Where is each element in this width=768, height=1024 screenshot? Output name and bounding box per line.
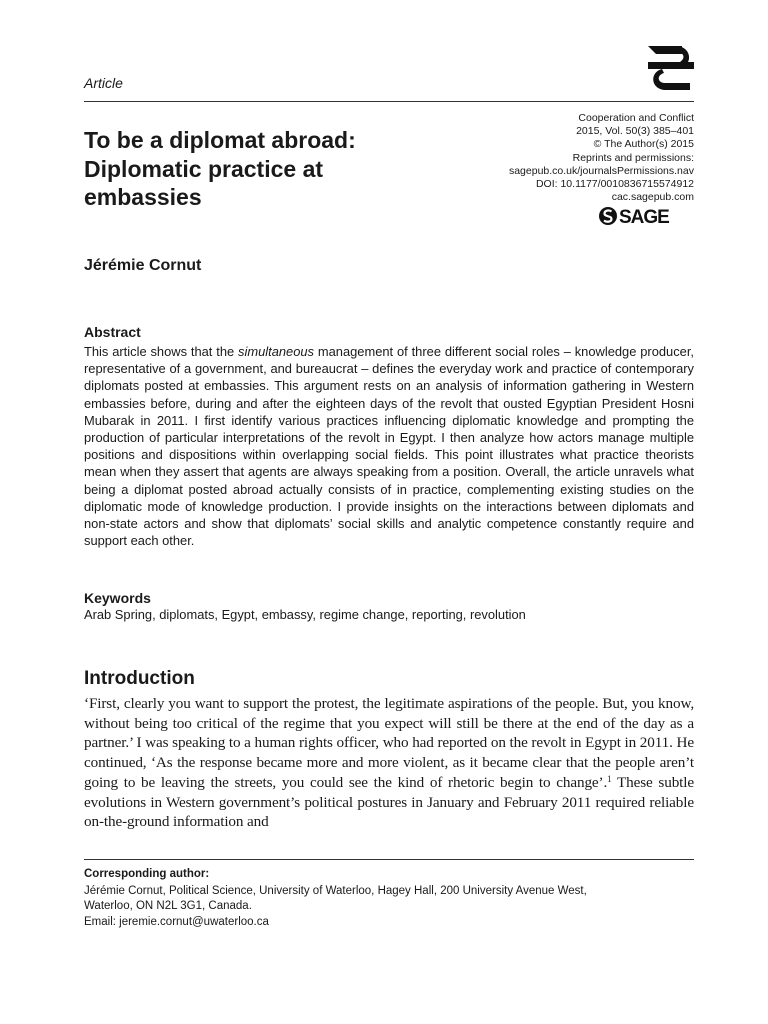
footer-rule [84, 859, 694, 860]
footnote-marker[interactable]: 1 [607, 773, 612, 784]
intro-text-part: These subtle evolutions in Western government’s political postures in January and February 2011 required reliable on-the-ground information and [84, 773, 694, 831]
abstract-text-part: management of three different social roles – knowledge producer, representative of a government, and bureaucrat – defines the everyday work and practice of contemporary diplomats posted at embassies. This argument rests on an analysis of information gathering in Western embassies before, during and after the eighteen days of the revolt that ousted Egyptian President Hosni Mubarak in 2011. I first identify various practices influencing diplomatic knowledge and prompting the production of particular interpretations of the revolt in Egypt. I then analyze how actors manage multiple positions and dispositions within overlapping social fields. This point illustrates what practice theorists mean when they assert that agents are always speaking from a position. Overall, the article unravels what being a diplomat posted abroad actually consists of in practice, complementing existing studies on the diplomatic mode of knowledge production. I provide insights on the interactions between diplomats and non-state actors and show that diplomats’ social skills and analytic competence constantly require and support each other. [84, 344, 694, 549]
title-line: To be a diplomat abroad: [84, 127, 356, 153]
journal-name: Cooperation and Conflict [578, 112, 694, 124]
abstract-heading: Abstract [84, 324, 141, 340]
address-line: Waterloo, ON N2L 3G1, Canada. [84, 900, 252, 913]
header-rule [84, 101, 694, 102]
introduction-heading: Introduction [84, 668, 195, 689]
corresponding-author-heading: Corresponding author: [84, 868, 210, 880]
affiliation-line: Jérémie Cornut, Political Science, University of Waterloo, Hagey Hall, 200 University Avenue West, [84, 885, 587, 897]
introduction-text [84, 694, 694, 832]
journal-symbol-icon [642, 42, 696, 94]
sage-logo-icon [598, 205, 696, 227]
title-line: Diplomatic practice at [84, 155, 324, 182]
journal-info [454, 112, 694, 204]
article-type-label: Article [84, 75, 123, 91]
copyright: © The Author(s) 2015 [593, 138, 694, 151]
publisher-logo-text: SAGE [619, 207, 669, 227]
author-name: Jérémie Cornut [84, 257, 202, 274]
email-line[interactable]: Email: jeremie.cornut@uwaterloo.ca [84, 915, 269, 928]
intro-text-part: ‘First, clearly you want to support the protest, the legitimate aspirations of the people. But, you know, without being too critical of the regime that you expect will still be there at the end of the day as a partner.’ I was speaking to a human rights officer, who had reported on the revolt in Egypt in 2011. He continued, ‘As the response became more and more violent, as it became clear that the people aren’t going to be leaving the streets, you could see the kind of rhetoric begin to change’. [84, 695, 694, 791]
doi[interactable]: DOI: 10.1177/0010836715574912 [535, 178, 694, 191]
keywords-heading: Keywords [84, 590, 151, 606]
abstract-text-part: This article shows that the [84, 344, 239, 359]
keywords-list: Arab Spring, diplomats, Egypt, embassy, regime change, reporting, revolution [84, 607, 526, 622]
title-line: embassies [84, 184, 202, 210]
corresponding-author-details [84, 884, 704, 930]
article-title [84, 126, 484, 212]
abstract-emphasis: simultaneous [238, 344, 314, 359]
abstract-text [84, 343, 694, 549]
journal-url[interactable]: cac.sagepub.com [611, 191, 694, 204]
journal-volume: 2015, Vol. 50(3) 385–401 [576, 125, 694, 138]
reprints-label: Reprints and permissions: [572, 151, 694, 164]
permissions-link[interactable]: sagepub.co.uk/journalsPermissions.nav [508, 164, 694, 177]
